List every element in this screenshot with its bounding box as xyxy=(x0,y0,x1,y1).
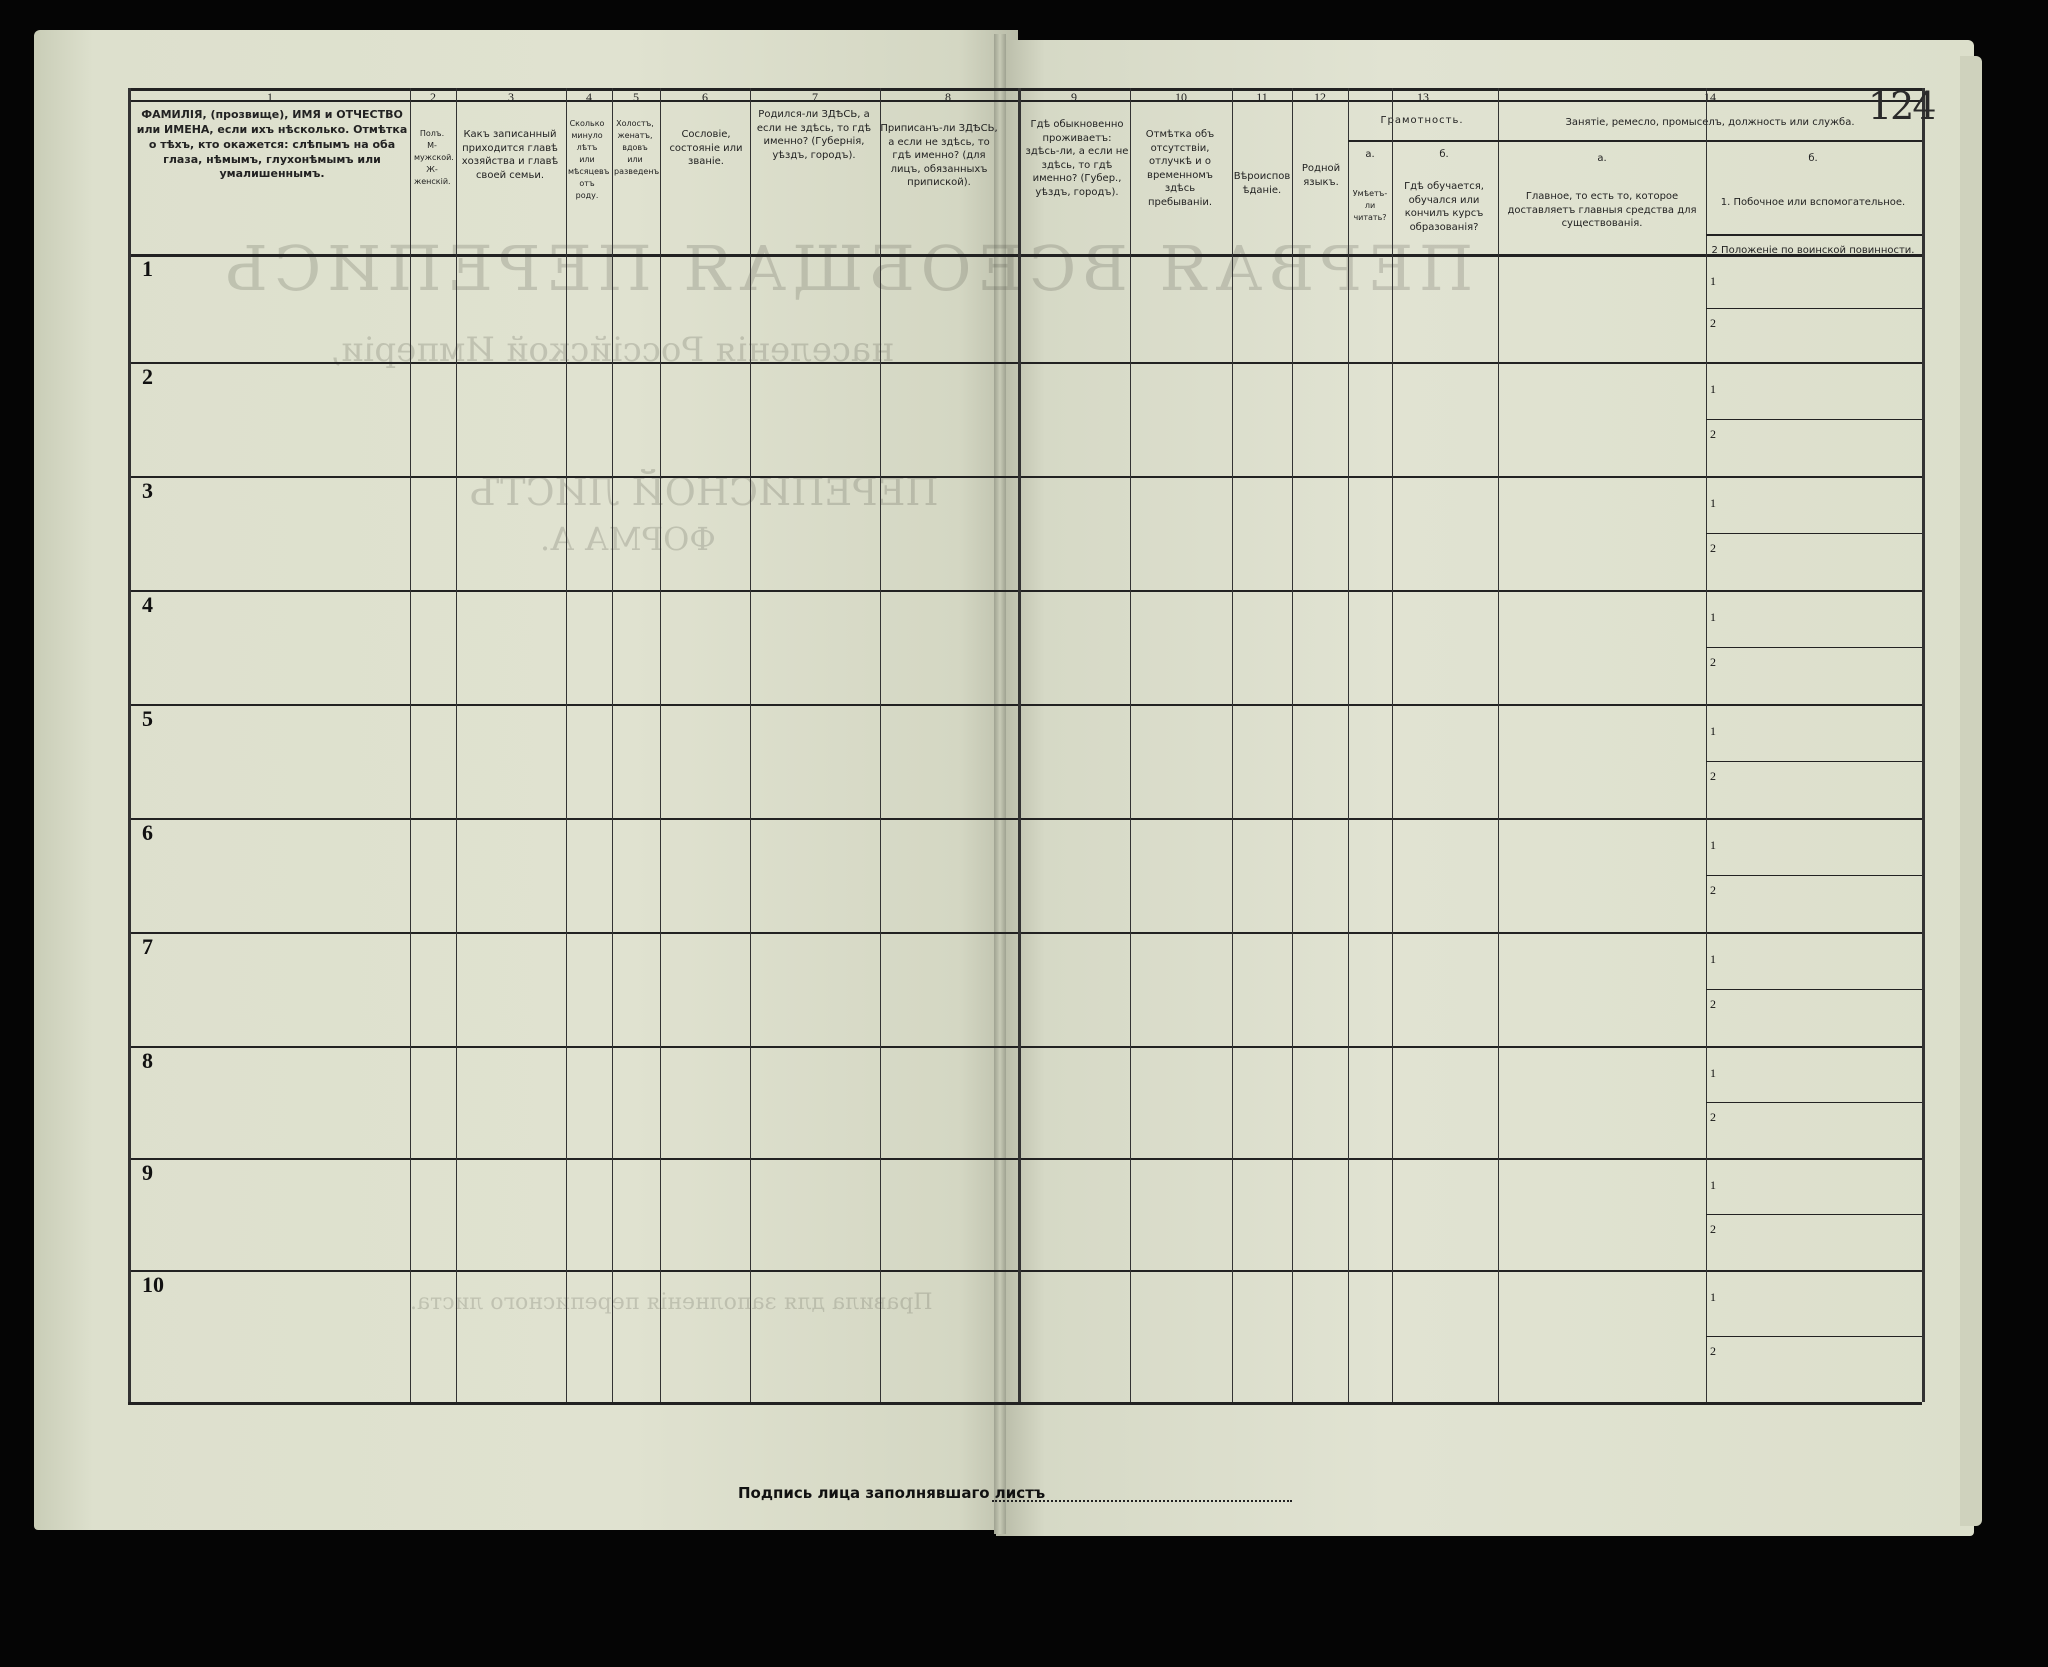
column-number: 12 xyxy=(1314,90,1326,104)
col14b-sub-rule xyxy=(1706,533,1922,534)
row-rule-right xyxy=(1018,1046,1922,1048)
header-col4: Сколько минуло лѣтъ или мѣсяцевъ отъ роду. xyxy=(568,119,610,200)
column-rule xyxy=(566,88,567,1402)
column-rule xyxy=(1348,88,1349,1402)
sub-row-number: 2 xyxy=(1710,316,1716,330)
row-number: 4 xyxy=(142,592,153,617)
row-rule-left xyxy=(128,932,1018,934)
col14b-sub-rule xyxy=(1706,875,1922,876)
header-rule-left xyxy=(128,254,1018,257)
sub-row-number: 1 xyxy=(1710,838,1716,852)
header-rule-right xyxy=(1018,100,1922,102)
row-rule-left xyxy=(128,1270,1018,1272)
col14-split xyxy=(1706,140,1707,1402)
header-rule-left xyxy=(128,88,1018,91)
column-number: 9 xyxy=(1071,90,1077,104)
col14b-sub-rule xyxy=(1706,308,1922,309)
header-rule-left xyxy=(128,100,1018,102)
header-col1: ФАМИЛІЯ, (прозвище), ИМЯ и ОТЧЕСТВО или ИМЕНА, если ихъ нѣсколько. Отмѣтка о тѣхъ, кто окажется: слѣпымъ на оба глаза, нѣмымъ, глухонѣмымъ или умалишеннымъ. xyxy=(136,108,408,181)
header-col13b: Гдѣ обучается, обучался или кончилъ курсъ образованія? xyxy=(1404,181,1484,233)
column-rule xyxy=(660,88,661,1402)
column-number: 14 xyxy=(1704,90,1716,104)
header-rule-right xyxy=(1018,88,1922,91)
column-rule xyxy=(456,88,457,1402)
sub-row-number: 1 xyxy=(1710,382,1716,396)
row-number: 5 xyxy=(142,706,153,731)
sub-row-number: 1 xyxy=(1710,496,1716,510)
row-rule-left xyxy=(128,476,1018,478)
header-col13a-letter: а. xyxy=(1365,149,1375,160)
row-rule-right xyxy=(1018,590,1922,592)
col14b-sub-rule xyxy=(1706,1336,1922,1337)
header-col14b1: 1. Побочное или вспомогательное. xyxy=(1720,197,1906,208)
col14b-sub-rule xyxy=(1706,1214,1922,1215)
col13-split xyxy=(1392,140,1393,1402)
bleed-rules: Правила для заполненія переписного листа. xyxy=(410,1290,933,1315)
row-rule-right xyxy=(1018,1158,1922,1160)
column-rule xyxy=(1922,88,1925,1402)
column-rule xyxy=(410,88,411,1402)
column-rule xyxy=(1130,88,1131,1402)
column-number: 6 xyxy=(702,90,708,104)
row-rule-left xyxy=(128,1158,1018,1160)
col14b-sub-rule xyxy=(1706,419,1922,420)
sub-row-number: 2 xyxy=(1710,541,1716,555)
header-col13: Грамотность. xyxy=(1380,115,1464,126)
column-number: 11 xyxy=(1256,90,1268,104)
sub-row-number: 2 xyxy=(1710,655,1716,669)
header-col7: Родился-ли ЗДѢСЬ, а если не здѣсь, то гдѣ именно? (Губернія, уѣздъ, городъ). xyxy=(756,109,872,161)
column-number: 8 xyxy=(945,90,951,104)
header-col2: Полъ. М-мужской. Ж-женскій. xyxy=(414,129,454,186)
column-rule xyxy=(128,88,131,1402)
row-rule-left xyxy=(128,362,1018,364)
header-col11: Вѣроисповѣданіе. xyxy=(1233,171,1291,196)
column-rule xyxy=(880,88,881,1402)
row-rule-right xyxy=(1018,1270,1922,1272)
header-col14a-letter: а. xyxy=(1597,153,1607,164)
column-rule xyxy=(1498,88,1499,1402)
bleed-form: ФОРМА А. xyxy=(540,520,716,558)
row-rule-right xyxy=(1018,818,1922,820)
column-number: 2 xyxy=(430,90,436,104)
col14b-sub-rule xyxy=(1706,761,1922,762)
row-rule-left xyxy=(128,818,1018,820)
col14b-sub-rule xyxy=(1706,989,1922,990)
header-col6: Сословіе, состояніе или званіе. xyxy=(669,129,743,167)
sub-row-number: 1 xyxy=(1710,1290,1716,1304)
column-number: 4 xyxy=(586,90,592,104)
header-col5: Холостъ, женатъ, вдовъ или разведенъ. xyxy=(614,119,662,176)
column-number: 1 xyxy=(267,90,273,104)
sub-row-number: 2 xyxy=(1710,427,1716,441)
row-number: 1 xyxy=(142,256,153,281)
sub-row-number: 2 xyxy=(1710,1110,1716,1124)
sub-row-number: 1 xyxy=(1710,1178,1716,1192)
column-rule xyxy=(1018,88,1021,1402)
column-rule xyxy=(1232,88,1233,1402)
sub-row-number: 1 xyxy=(1710,610,1716,624)
row-rule-right xyxy=(1018,362,1922,364)
header-col14b-letter: б. xyxy=(1808,153,1818,164)
row-rule-left xyxy=(128,704,1018,706)
header-col14b2: 2 Положеніе по воинской повинности. xyxy=(1711,245,1915,256)
sub-row-number: 2 xyxy=(1710,997,1716,1011)
header-col3: Какъ записанный приходится главѣ хозяйства и главѣ своей семьи. xyxy=(461,129,559,181)
column-number: 5 xyxy=(633,90,639,104)
sub-row-number: 2 xyxy=(1710,883,1716,897)
column-number: 3 xyxy=(508,90,514,104)
col14-subheader-rule xyxy=(1498,140,1922,142)
header-rule-right xyxy=(1018,254,1922,257)
header-col12: Родной языкъ. xyxy=(1301,163,1341,188)
sub-row-number: 1 xyxy=(1710,1066,1716,1080)
sub-row-number: 1 xyxy=(1710,724,1716,738)
header-col13a: Умѣетъ-ли читать? xyxy=(1352,189,1388,222)
bleed-sheet: ПЕРЕПИСНОЙ ЛИСТЪ xyxy=(470,470,939,514)
row-rule-right xyxy=(1018,932,1922,934)
col13-subheader-rule xyxy=(1348,140,1498,142)
column-rule xyxy=(612,88,613,1402)
row-number: 3 xyxy=(142,478,153,503)
sub-row-number: 1 xyxy=(1710,952,1716,966)
header-col9: Гдѣ обыкновенно проживаетъ: здѣсь-ли, а если не здѣсь, то гдѣ именно? (Губер., уѣздъ, городъ). xyxy=(1025,119,1129,198)
row-number: 2 xyxy=(142,364,153,389)
header-col8: Приписанъ-ли ЗДѢСЬ, а если не здѣсь, то гдѣ именно? (для лицъ, обязанныхъ припиской). xyxy=(880,123,998,188)
row-number: 7 xyxy=(142,934,153,959)
column-number: 10 xyxy=(1175,90,1187,104)
column-rule xyxy=(1292,88,1293,1402)
row-number: 10 xyxy=(142,1272,164,1297)
header-col14: Занятіе, ремесло, промыселъ, должность или служба. xyxy=(1565,117,1855,128)
row-rule-right xyxy=(1018,704,1922,706)
col14b-subheader-rule xyxy=(1706,234,1922,236)
row-rule-right xyxy=(1018,476,1922,478)
row-number: 6 xyxy=(142,820,153,845)
table-bottom-rule-left xyxy=(128,1402,1018,1405)
row-number: 9 xyxy=(142,1160,153,1185)
bleed-subtitle: населенія Россійской Имперіи, xyxy=(330,330,894,370)
header-col10: Отмѣтка объ отсутствіи, отлучкѣ и о временномъ здѣсь пребываніи. xyxy=(1145,129,1215,208)
column-rule xyxy=(750,88,751,1402)
column-number: 13 xyxy=(1417,90,1429,104)
sub-row-number: 2 xyxy=(1710,1222,1716,1236)
header-col13b-letter: б. xyxy=(1439,149,1449,160)
sub-row-number: 1 xyxy=(1710,274,1716,288)
signature-line xyxy=(992,1500,1292,1502)
handwritten-mark: 124 xyxy=(1868,84,1935,128)
table-bottom-rule-right xyxy=(1018,1402,1922,1405)
row-rule-left xyxy=(128,590,1018,592)
row-number: 8 xyxy=(142,1048,153,1073)
row-rule-left xyxy=(128,1046,1018,1048)
sub-row-number: 2 xyxy=(1710,1344,1716,1358)
header-col14a: Главное, то есть то, которое доставляетъ главныя средства для существованія. xyxy=(1507,191,1697,229)
signature-label: Подпись лица заполнявшаго листъ xyxy=(738,1484,1046,1502)
page-edge xyxy=(1960,56,1982,1526)
bleed-title: ПЕРВАЯ ВСЕОБЩАЯ ПЕРЕПИСЬ xyxy=(220,232,1474,305)
sub-row-number: 2 xyxy=(1710,769,1716,783)
column-number: 7 xyxy=(812,90,818,104)
col14b-sub-rule xyxy=(1706,647,1922,648)
col14b-sub-rule xyxy=(1706,1102,1922,1103)
